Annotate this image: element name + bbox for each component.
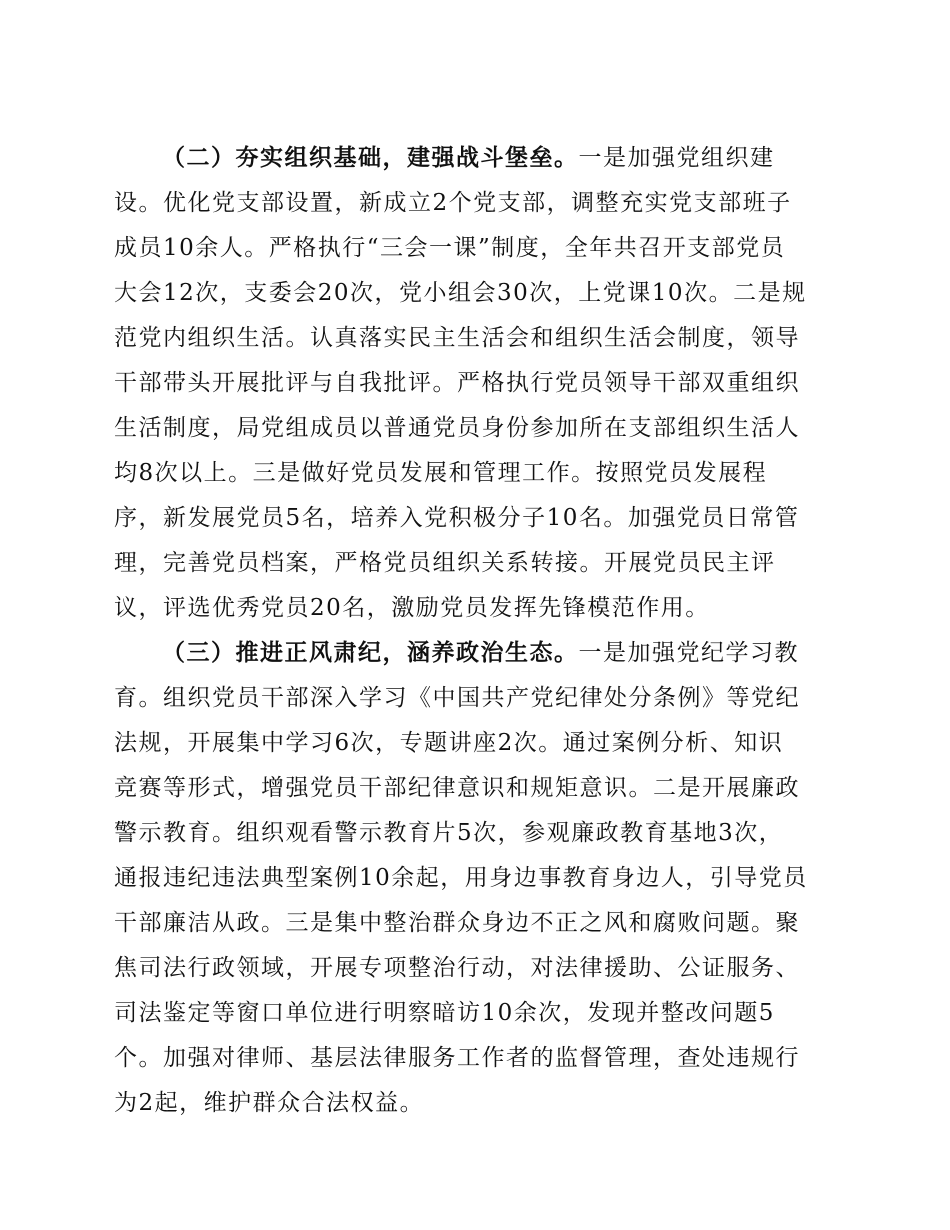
paragraph-1-line-4: 大会12次，支委会20次，党小组会30次，上党课10次。二是规 <box>114 280 807 306</box>
paragraph-1-line-1 <box>162 138 892 178</box>
paragraph-2-text: 一是加强党纪学习教 <box>578 640 799 666</box>
paragraph-2-line-11: 为2起，维护群众合法权益。 <box>114 1090 425 1116</box>
paragraph-1-heading: （二）夯实组织基础，建强战斗堡垒。 <box>162 144 579 171</box>
paragraph-1-line-11: 议，评选优秀党员20名，激励党员发挥先锋模范作用。 <box>114 595 710 621</box>
paragraph-2-line-6: 通报违纪违法典型案例10余起，用身边事教育身边人，引导党员 <box>114 865 808 891</box>
paragraph-1-line-6: 干部带头开展批评与自我批评。严格执行党员领导干部双重组织 <box>114 370 800 396</box>
paragraph-2-line-1 <box>162 633 892 673</box>
paragraph-1-line-5: 范党内组织生活。认真落实民主生活会和组织生活会制度，领导 <box>114 325 800 351</box>
paragraph-2-heading: （三）推进正风肃纪，涵养政治生态。 <box>162 639 579 666</box>
paragraph-2-line-2: 育。组织党员干部深入学习《中国共产党纪律处分条例》等党纪 <box>114 685 800 711</box>
paragraph-1-line-9: 序，新发展党员5名，培养入党积极分子10名。加强党员日常管 <box>114 505 800 531</box>
paragraph-1-line-10: 理，完善党员档案，严格党员组织关系转接。开展党员民主评 <box>114 550 776 576</box>
paragraph-1-line-2: 设。优化党支部设置，新成立2个党支部，调整充实党支部班子 <box>114 190 792 216</box>
paragraph-2-line-8: 焦司法行政领域，开展专项整治行动，对法律援助、公证服务、 <box>114 955 800 981</box>
paragraph-1-line-7: 生活制度，局党组成员以普通党员身份参加所在支部组织生活人 <box>114 415 800 441</box>
paragraph-2-line-5: 警示教育。组织观看警示教育片5次，参观廉政教育基地3次， <box>114 820 784 846</box>
paragraph-2-line-4: 竞赛等形式，增强党员干部纪律意识和规矩意识。二是开展廉政 <box>114 775 800 801</box>
paragraph-1-line-8: 均8次以上。三是做好党员发展和管理工作。按照党员发展程 <box>114 460 768 486</box>
paragraph-2-line-7: 干部廉洁从政。三是集中整治群众身边不正之风和腐败问题。聚 <box>114 910 800 936</box>
paragraph-2-line-9: 司法鉴定等窗口单位进行明察暗访10余次，发现并整改问题5 <box>114 1000 775 1026</box>
paragraph-2-line-3: 法规，开展集中学习6次，专题讲座2次。通过案例分析、知识 <box>114 730 784 756</box>
paragraph-2-line-10: 个。加强对律师、基层法律服务工作者的监督管理，查处违规行 <box>114 1045 800 1071</box>
paragraph-1-text: 一是加强党组织建 <box>578 145 775 171</box>
paragraph-1-line-3: 成员10余人。严格执行“三会一课”制度，全年共召开支部党员 <box>114 235 786 261</box>
